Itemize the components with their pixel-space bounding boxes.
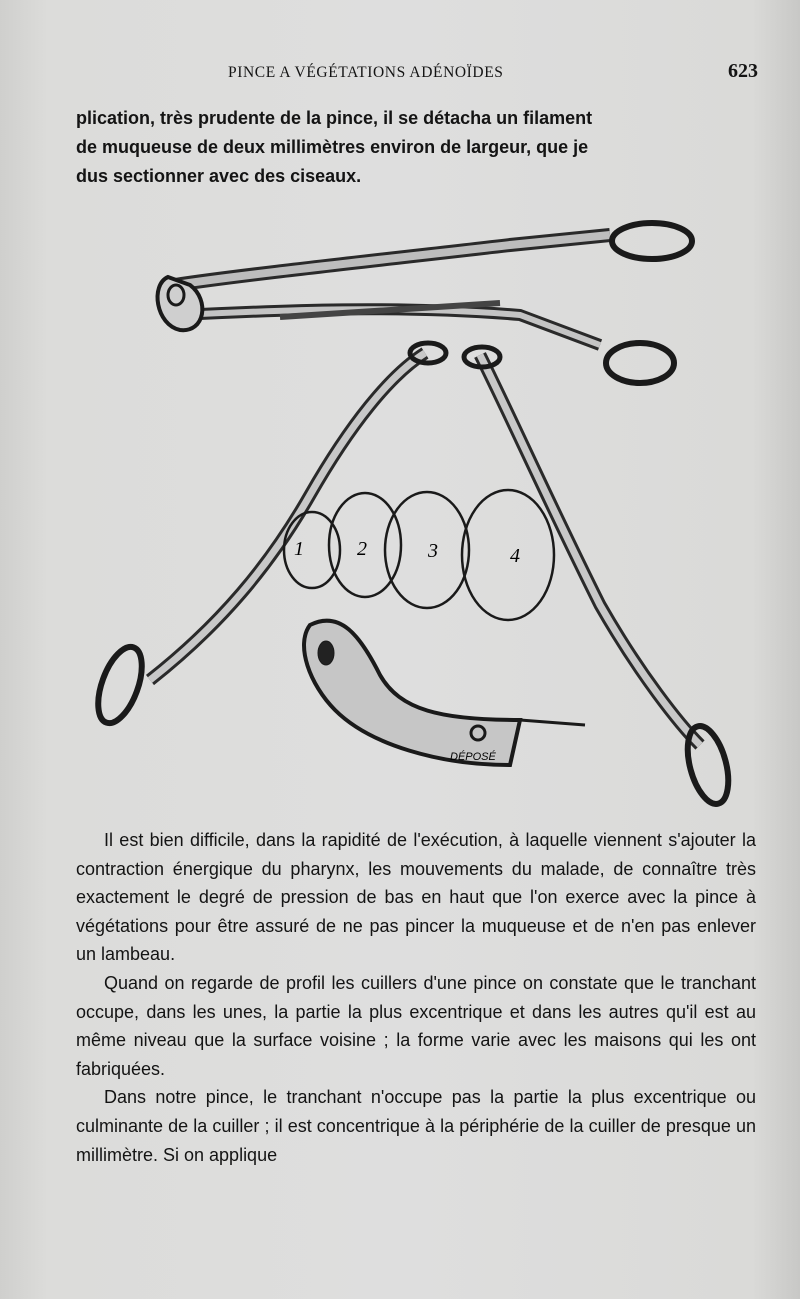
text-line: de muqueuse de deux millimètres environ de largeur, que je: [76, 137, 589, 157]
top-paragraph: [76, 104, 756, 191]
text-line: plication, très prudente de la pince, il se détacha un filament: [76, 108, 593, 128]
figure-label-2: 2: [357, 538, 367, 560]
running-title: PINCE A VÉGÉTATIONS ADÉNOÏDES: [228, 64, 504, 81]
figure-label-1: 1: [294, 538, 304, 560]
body-text: [76, 826, 756, 1169]
forceps-illustration: [80, 205, 760, 815]
blade-detail-drawing: [304, 621, 585, 765]
forceps-engraving: [80, 205, 760, 815]
page-number: 623: [728, 60, 758, 82]
text-line: dus sectionner avec des ciseaux.: [76, 166, 362, 186]
figure-label-4: 4: [510, 545, 520, 567]
page-header: [70, 62, 760, 88]
maker-stamp: DÉPOSÉ: [450, 751, 496, 763]
paragraph: Il est bien difficile, dans la rapidité de l'exécution, à laquelle viennent s'ajouter la contraction énergique du pharynx, les mouvements du malade, de connaître très exactement le degré de pression de bas en haut que l'on exerce avec la pince à végétations pour être assuré de ne pas pincer la muqueuse et de n'en pas enlever un lambeau.: [76, 830, 756, 965]
figure-label-3: 3: [428, 540, 438, 562]
paragraph: Dans notre pince, le tranchant n'occupe pas la partie la plus excentrique ou culminante de la cuiller ; il est concentrique à la périphérie de la cuiller de presque un millimètre. Si on applique: [76, 1087, 756, 1165]
paragraph: Quand on regarde de profil les cuillers d'une pince on constate que le tranchant occupe, dans les unes, la partie la plus excentrique et dans les autres qu'il est au même niveau que la surface voisine ; la forme varie avec les maisons qui les ont fabriquées.: [76, 972, 756, 1079]
